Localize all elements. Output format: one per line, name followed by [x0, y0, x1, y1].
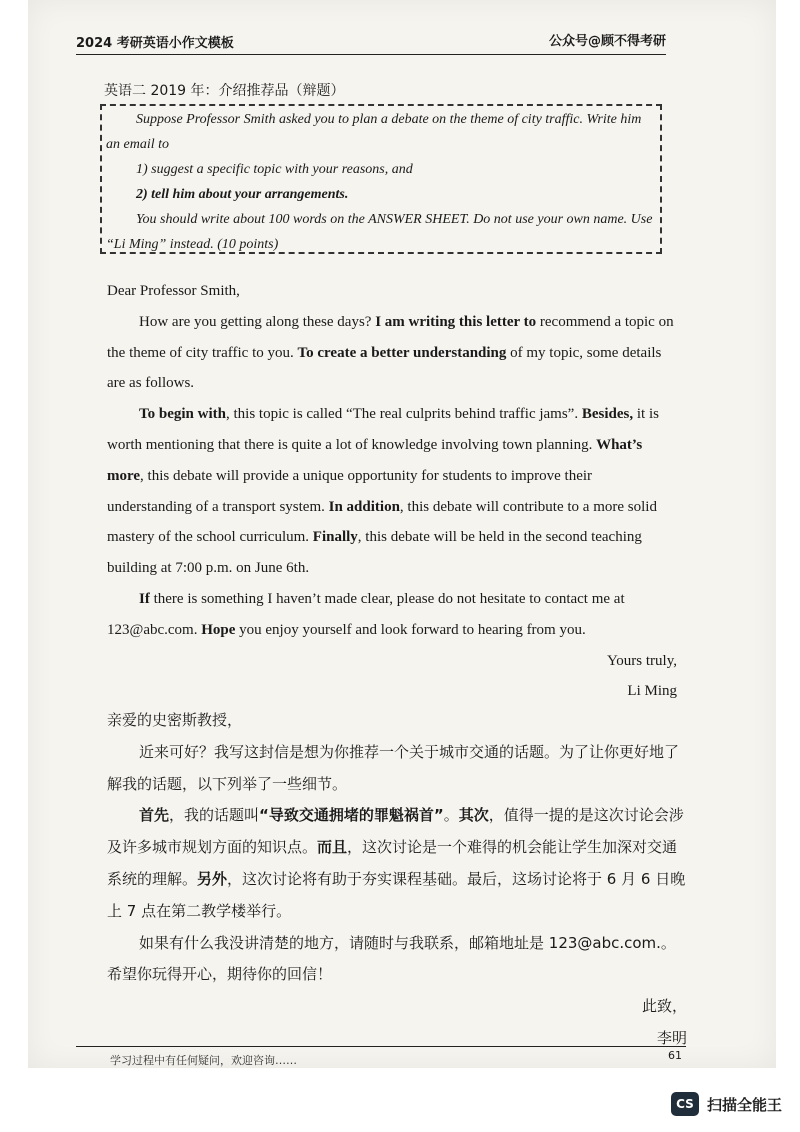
cn-signature: 李明: [656, 1028, 687, 1047]
chinese-translation: [107, 705, 687, 1055]
task-line-3: 2) tell him about your arrangements.: [136, 187, 349, 202]
page-header: [76, 30, 666, 55]
page-footer: [76, 1046, 686, 1067]
footer-text: 学习过程中有任何疑问，欢迎咨询……: [110, 1054, 297, 1067]
cn-salutation: 亲爱的史密斯教授，: [107, 711, 243, 729]
letter-paragraph-3: If there is something I haven’t made clear, please do not hesitate to contact me at 123@abc.com. Hope you enjoy yourself and look forward to hearing from you.: [107, 590, 625, 638]
english-letter: [107, 276, 677, 707]
scanner-watermark: [671, 1088, 782, 1120]
task-prompt-box: [100, 104, 662, 254]
task-line-1: Suppose Professor Smith asked you to plan a debate on the theme of city traffic. Write him an email to: [106, 112, 642, 152]
header-title: 2024 考研英语小作文模板: [76, 36, 234, 51]
page-number: 61: [668, 1049, 682, 1062]
cn-paragraph-2: 首先，我的话题叫“导致交通拥堵的罪魁祸首”。其次，值得一提的是这次讨论会涉及许多城市规划方面的知识点。而且，这次讨论是一个难得的机会能让学生加深对交通系统的理解。另外，这次讨论将有助于夯实课程基础。最后，这场讨论将于 6 月 6 日晚上 7 点在第二教学楼举行。: [107, 806, 686, 920]
header-account: 公众号@顾不得考研: [548, 34, 666, 49]
task-line-4: You should write about 100 words on the ANSWER SHEET. Do not use your own name. Use “Li Ming” instead. (10 points): [106, 212, 653, 252]
cn-paragraph-1: 近来可好？我写这封信是想为你推荐一个关于城市交通的话题。为了让你更好地了解我的话题，以下列举了一些细节。: [107, 742, 680, 793]
camscanner-logo-icon: CS: [671, 1092, 699, 1116]
cn-closing: 此致，: [641, 997, 687, 1016]
cn-paragraph-3: 如果有什么我没讲清楚的地方，请随时与我联系，邮箱地址是 123@abc.com.。希望你玩得开心，期待你的回信！: [107, 933, 676, 984]
letter-salutation: Dear Professor Smith,: [107, 283, 240, 299]
letter-paragraph-2: To begin with, this topic is called “The real culprits behind traffic jams”. Besides, it is worth mentioning that there is quite a lot of knowledge involving town planning. What’s more, this debate will provide a unique opportunity for students to improve their understanding of a transport system. In addition, this debate will contribute to a more solid mastery of the school curriculum. Finally, this debate will be held in the second teaching building at 7:00 p.m. on June 6th.: [107, 406, 659, 577]
watermark-text: 扫描全能王: [706, 1095, 782, 1114]
letter-closing: Yours truly,: [606, 652, 677, 669]
letter-signature: Li Ming: [627, 683, 677, 700]
section-title: 英语二 2019 年：介绍推荐品（辩题）: [104, 83, 345, 99]
task-line-2: 1) suggest a specific topic with your reasons, and: [136, 162, 413, 177]
letter-paragraph-1: How are you getting along these days? I am writing this letter to recommend a topic on the theme of city traffic to you. To create a better understanding of my topic, some details are as follows.: [107, 313, 674, 392]
